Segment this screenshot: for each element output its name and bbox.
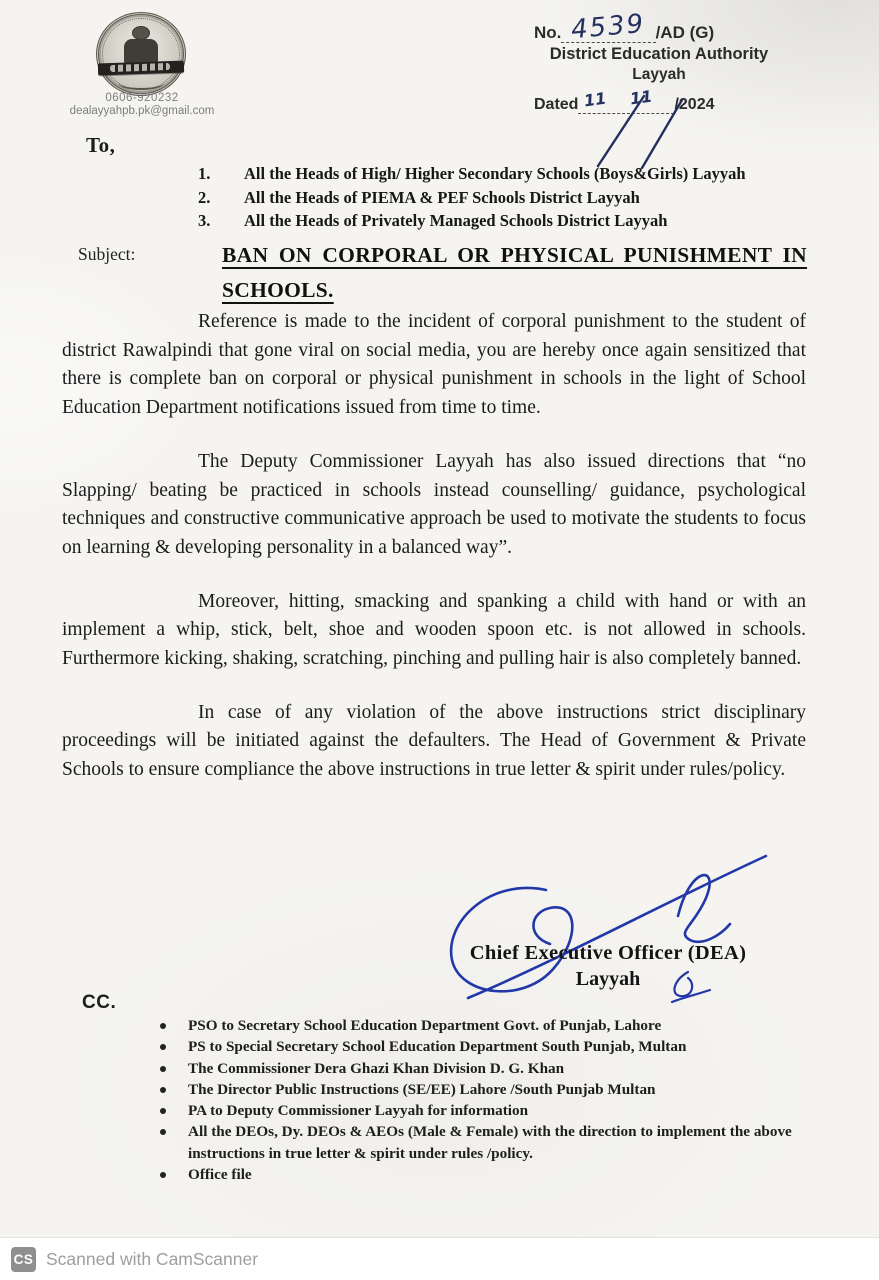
bullet-icon	[160, 1066, 166, 1072]
bullet-icon	[160, 1108, 166, 1114]
cc-item	[158, 1164, 818, 1185]
signature-block	[418, 942, 798, 991]
scanned-with-text: Scanned with CamScanner	[46, 1248, 259, 1269]
recipient-item	[198, 209, 838, 233]
paragraph-3: Moreover, hitting, smacking and spanking a child with hand or with an implement a whip, stick, belt, shoe and wooden spoon etc. is not allowed in schools. Furthermore kicking, shaking, scratching, pinching and pulling hair is also completely banned.	[62, 590, 806, 670]
cc-item	[158, 1121, 818, 1164]
recipient-item	[198, 162, 838, 186]
reference-number-line	[534, 8, 844, 46]
ref-no-label: No.	[534, 23, 562, 42]
authority-city: Layyah	[632, 66, 686, 83]
dated-line	[534, 86, 844, 114]
recipient-list	[198, 162, 838, 233]
contact-info	[42, 92, 242, 117]
email-address: dealayyahpb.pk@gmail.com	[69, 105, 215, 117]
authority-seal-icon	[96, 12, 186, 96]
camscanner-icon: CS	[11, 1247, 36, 1272]
bullet-icon	[160, 1129, 166, 1135]
subject-label: Subject:	[78, 244, 136, 264]
ref-no-suffix: /AD (G)	[655, 23, 715, 42]
cc-text: PSO to Secretary School Education Department Govt. of Punjab, Lahore	[188, 1017, 662, 1034]
ref-no-handwritten: 4539	[561, 20, 655, 43]
dated-day: 11	[583, 88, 608, 111]
cc-text: Office file	[188, 1166, 252, 1184]
cc-item	[158, 1058, 818, 1079]
cc-text: PA to Deputy Commissioner Layyah for information	[188, 1102, 529, 1120]
recipient-item	[198, 186, 838, 210]
recipient-number: 1.	[198, 164, 211, 183]
phone-number: 0606-920232	[105, 92, 179, 104]
cc-item	[158, 1015, 818, 1036]
recipient-text: All the Heads of PIEMA & PEF Schools District Layyah	[244, 187, 640, 207]
cc-text: The Commissioner Dera Ghazi Khan Division D. G. Khan	[188, 1059, 565, 1077]
bullet-icon	[160, 1044, 166, 1050]
cc-label: CC.	[82, 992, 117, 1013]
bullet-icon	[160, 1023, 166, 1029]
cc-item	[158, 1100, 818, 1121]
cc-text: The Director Public Instructions (SE/EE) Lahore /South Punjab Multan	[188, 1080, 656, 1098]
recipient-text: All the Heads of Privately Managed Schools District Layyah	[244, 211, 668, 230]
recipient-number: 3.	[198, 211, 211, 230]
camscanner-footer	[0, 1238, 879, 1280]
cc-text: All the DEOs, Dy. DEOs & AEOs (Male & Female) with the direction to implement the above instructions in true letter & spirit under rules /policy.	[188, 1123, 792, 1162]
dated-label: Dated	[534, 96, 579, 113]
cc-item	[158, 1079, 818, 1100]
authority-name: District Education Authority	[549, 45, 769, 63]
recipient-number: 2.	[198, 187, 211, 207]
bullet-icon	[160, 1172, 166, 1178]
paragraph-2: The Deputy Commissioner Layyah has also issued directions that “no Slapping/ beating be practiced in schools instead counselling/ guidance, psychological techniques and constructive communicative approach be used to motivate the students to focus on learning & developing personality in a balanced way”.	[62, 450, 806, 558]
letter-body	[62, 308, 806, 810]
signatory-place: Layyah	[575, 968, 641, 990]
dated-handwritten	[578, 86, 674, 114]
paragraph-1: Reference is made to the incident of corporal punishment to the student of district Rawalpindi that gone viral on social media, you are hereby once again sensitized that there is complete ban on corporal or physical punishment in schools in the light of School Education Department notifications issued from time to time.	[62, 311, 806, 419]
salutation: To,	[86, 133, 116, 157]
subject-title: BAN ON CORPORAL OR PHYSICAL PUNISHMENT IN SCHOOLS.	[222, 243, 807, 302]
dated-month: 11	[629, 86, 654, 109]
seal-figure-head	[132, 26, 150, 40]
cc-item	[158, 1036, 818, 1057]
seal-base-arc	[118, 76, 164, 90]
reference-block	[534, 8, 844, 114]
signatory-title: Chief Executive Officer (DEA)	[469, 942, 747, 964]
bullet-icon	[160, 1087, 166, 1093]
dated-suffix: /2024	[674, 96, 715, 113]
cc-list	[158, 1015, 818, 1185]
paragraph-4: In case of any violation of the above instructions strict disciplinary proceedings will be initiated against the defaulters. The Head of Government & Private Schools to ensure compliance the above instructions in true letter & spirit under rules/policy.	[62, 701, 806, 781]
cc-text: PS to Special Secretary School Education Department South Punjab, Multan	[188, 1038, 687, 1056]
recipient-text: All the Heads of High/ Higher Secondary Schools (Boys&Girls) Layyah	[244, 164, 746, 183]
